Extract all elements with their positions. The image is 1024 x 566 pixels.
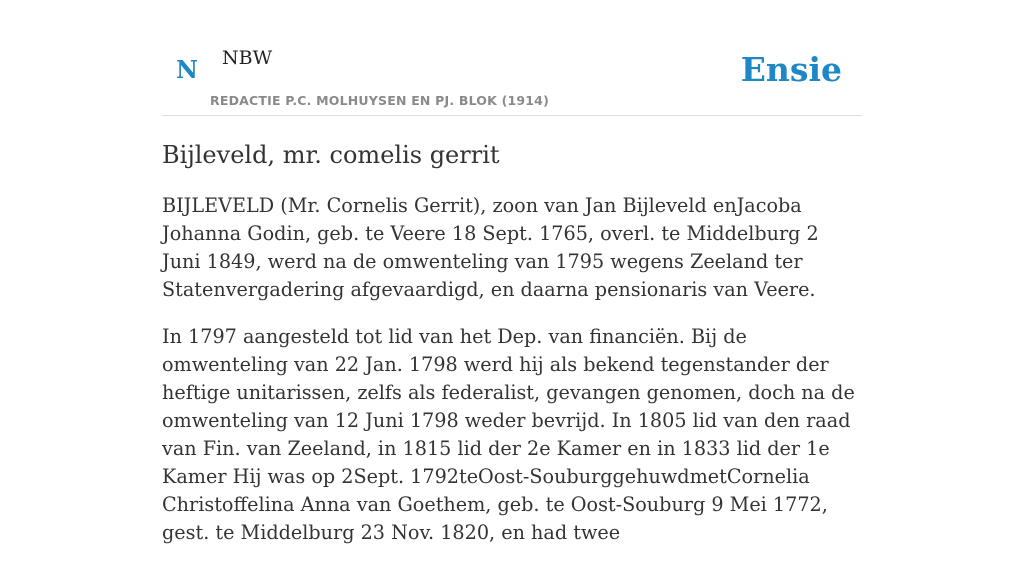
source-logo-icon[interactable]: N xyxy=(176,55,198,84)
source-name-link[interactable]: NBW xyxy=(222,47,273,69)
article-body xyxy=(162,192,862,566)
article-title: Bijleveld, mr. comelis gerrit xyxy=(162,141,500,169)
article-paragraph: BIJLEVELD (Mr. Cornelis Gerrit), zoon van Jan Bijleveld enJacoba Johanna Godin, geb. te Veere 18 Sept. 1765, overl. te Middelburg 2 Juni 1849, werd na de omwenteling van 1795 wegens Zeeland ter Statenvergadering afgevaardigd, en daarna pensionaris van Veere. xyxy=(162,194,819,301)
ensie-logo-link[interactable]: Ensie xyxy=(740,50,842,89)
source-subtitle: REDACTIE P.C. MOLHUYSEN EN PJ. BLOK (1914) xyxy=(210,93,549,108)
article-paragraph: In 1797 aangesteld tot lid van het Dep. van financiën. Bij de omwenteling van 22 Jan. 1798 werd hij als bekend tegenstander der heftige unitarissen, zelfs als federalist, gevangen genomen, doch na de omwenteling van 12 Juni 1798 weder bevrijd. In 1805 lid van den raad van Fin. van Zeeland, in 1815 lid der 2e Kamer en in 1833 lid der 1e Kamer Hij was op 2Sept. 1792teOost-SouburggehuwdmetCornelia Christoffelina Anna van Goethem, geb. te Oost-Souburg 9 Mei 1772, gest. te Middelburg 23 Nov. 1820, en had twee xyxy=(162,325,855,544)
source-header xyxy=(162,0,862,116)
